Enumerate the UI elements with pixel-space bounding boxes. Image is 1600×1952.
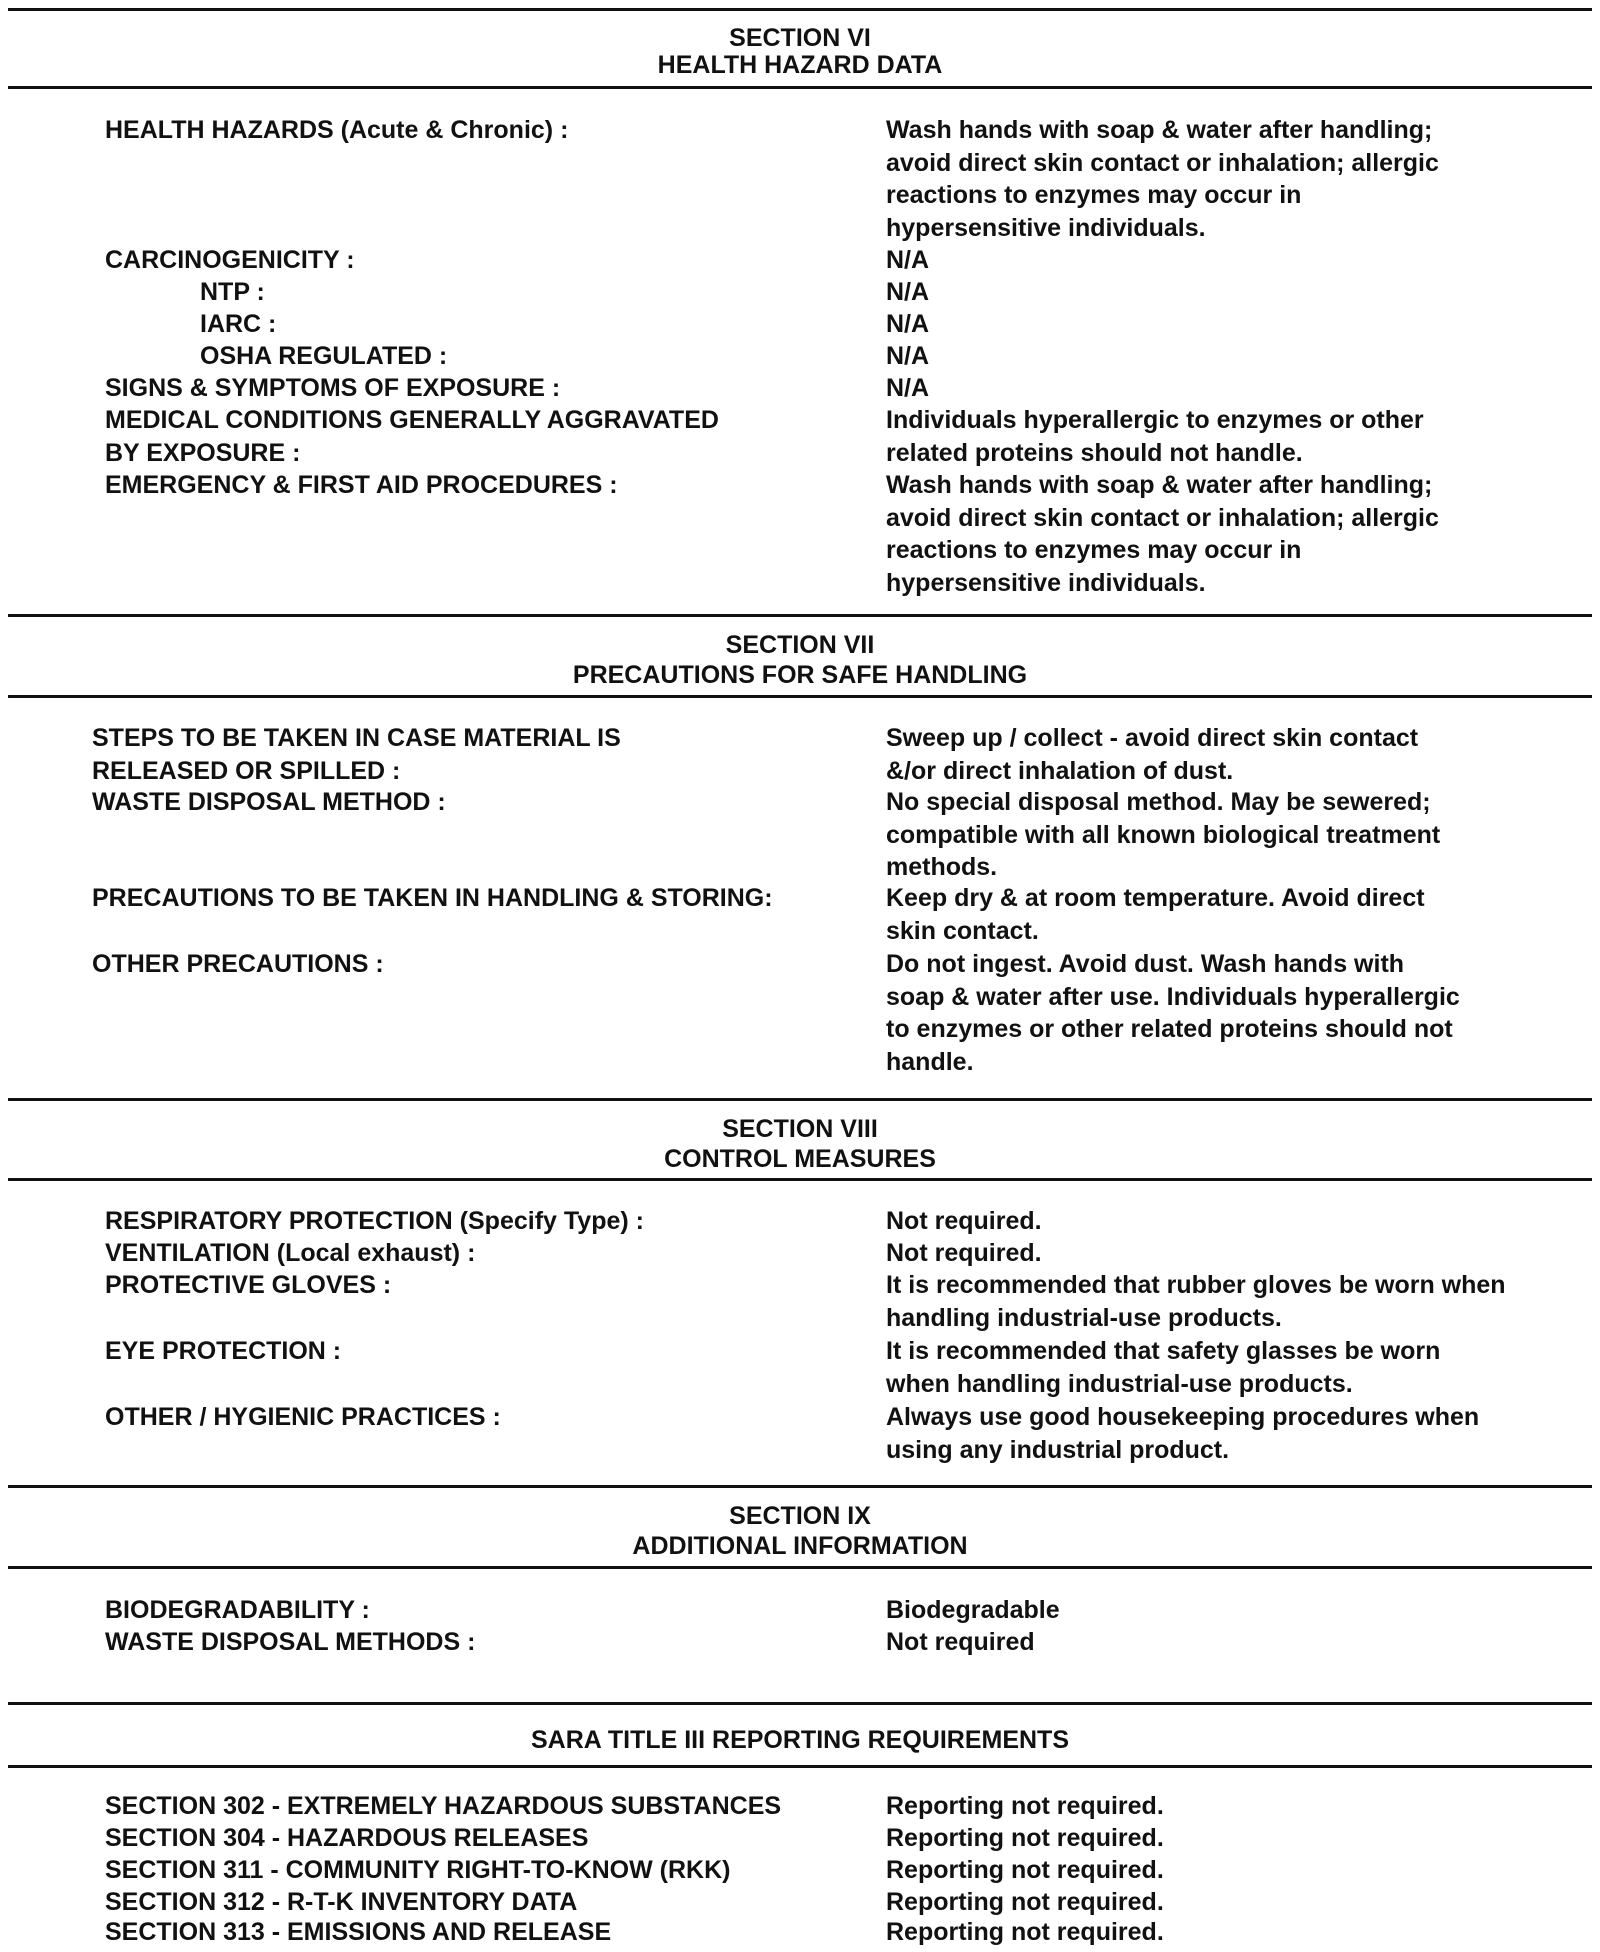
section-rule — [8, 1702, 1592, 1705]
field-label: STEPS TO BE TAKEN IN CASE MATERIAL IS RELEASED OR SPILLED : — [92, 724, 621, 785]
field-label: OTHER PRECAUTIONS : — [92, 950, 384, 978]
field-value: Always use good housekeeping procedures when using any industrial product. — [886, 1403, 1480, 1464]
section-subtitle: HEALTH HAZARD DATA — [657, 51, 943, 79]
field-label: RESPIRATORY PROTECTION (Specify Type) : — [105, 1207, 644, 1235]
field-value: Reporting not required. — [886, 1856, 1164, 1884]
field-value: Reporting not required. — [886, 1824, 1164, 1852]
field-value: It is recommended that rubber gloves be worn when handling industrial-use products. — [886, 1271, 1506, 1332]
field-value: Biodegradable — [886, 1596, 1060, 1624]
field-label: MEDICAL CONDITIONS GENERALLY AGGRAVATED BY EXPOSURE : — [105, 406, 719, 467]
field-value: Wash hands with soap & water after handling; avoid direct skin contact or inhalation; allergic reactions to enzymes may occur in hypersensitive individuals. — [886, 471, 1439, 597]
field-value: Not required. — [886, 1207, 1042, 1235]
field-label: EMERGENCY & FIRST AID PROCEDURES : — [105, 471, 618, 499]
section-title: SECTION VII — [725, 631, 875, 659]
field-label: CARCINOGENICITY : — [105, 246, 355, 274]
field-value: Wash hands with soap & water after handling; avoid direct skin contact or inhalation; allergic reactions to enzymes may occur in hypersensitive individuals. — [886, 116, 1439, 242]
field-value: N/A — [886, 342, 930, 370]
field-value: N/A — [886, 374, 930, 402]
section-rule — [8, 1485, 1592, 1488]
section-rule — [8, 695, 1592, 698]
field-value: It is recommended that safety glasses be worn when handling industrial-use products. — [886, 1337, 1441, 1398]
field-value: N/A — [886, 246, 930, 274]
field-value: Sweep up / collect - avoid direct skin contact &/or direct inhalation of dust. — [886, 724, 1419, 785]
field-label: BIODEGRADABILITY : — [105, 1596, 370, 1624]
section-title: SECTION VIII — [722, 1115, 878, 1143]
section-rule — [8, 1566, 1592, 1569]
section-rule — [8, 614, 1592, 617]
field-label: OSHA REGULATED : — [200, 342, 448, 370]
field-value: N/A — [886, 278, 930, 306]
field-label: SECTION 304 - HAZARDOUS RELEASES — [105, 1824, 589, 1852]
field-value: Individuals hyperallergic to enzymes or other related proteins should not handle. — [886, 406, 1424, 467]
field-label: WASTE DISPOSAL METHOD : — [92, 788, 446, 816]
section-rule — [8, 86, 1592, 89]
field-value: Keep dry & at room temperature. Avoid direct skin contact. — [886, 884, 1425, 945]
field-label: HEALTH HAZARDS (Acute & Chronic) : — [105, 116, 569, 144]
section-title: SARA TITLE III REPORTING REQUIREMENTS — [531, 1726, 1069, 1754]
section-subtitle: ADDITIONAL INFORMATION — [632, 1532, 968, 1560]
section-rule — [8, 1098, 1592, 1101]
section-rule — [8, 1765, 1592, 1768]
section-title: SECTION VI — [729, 24, 871, 52]
field-label: SECTION 311 - COMMUNITY RIGHT-TO-KNOW (RKK) — [105, 1856, 731, 1884]
field-label: WASTE DISPOSAL METHODS : — [105, 1628, 476, 1656]
field-label: PROTECTIVE GLOVES : — [105, 1271, 392, 1299]
field-label: NTP : — [200, 278, 265, 306]
field-value: Not required. — [886, 1239, 1042, 1267]
section-title: SECTION IX — [729, 1502, 871, 1530]
field-value: No special disposal method. May be sewered; compatible with all known biological treatment methods. — [886, 788, 1441, 881]
field-value: N/A — [886, 310, 930, 338]
section-subtitle: CONTROL MEASURES — [664, 1145, 936, 1173]
field-value: Not required — [886, 1628, 1035, 1656]
field-value: Do not ingest. Avoid dust. Wash hands with soap & water after use. Individuals hyperallergic to enzymes or other related proteins should not handle. — [886, 950, 1460, 1076]
field-value: Reporting not required. — [886, 1792, 1164, 1820]
field-label: IARC : — [200, 310, 277, 338]
field-label: EYE PROTECTION : — [105, 1337, 342, 1365]
field-label: SECTION 302 - EXTREMELY HAZARDOUS SUBSTANCES — [105, 1792, 782, 1820]
field-value: Reporting not required. — [886, 1918, 1164, 1946]
section-rule — [8, 1178, 1592, 1181]
field-label: VENTILATION (Local exhaust) : — [105, 1239, 476, 1267]
field-value: Reporting not required. — [886, 1888, 1164, 1916]
field-label: SIGNS & SYMPTOMS OF EXPOSURE : — [105, 374, 561, 402]
field-label: SECTION 313 - EMISSIONS AND RELEASE — [105, 1918, 612, 1946]
field-label: PRECAUTIONS TO BE TAKEN IN HANDLING & STORING: — [92, 884, 773, 912]
section-rule — [8, 8, 1592, 11]
field-label: OTHER / HYGIENIC PRACTICES : — [105, 1403, 501, 1431]
field-label: SECTION 312 - R-T-K INVENTORY DATA — [105, 1888, 578, 1916]
section-subtitle: PRECAUTIONS FOR SAFE HANDLING — [572, 661, 1028, 689]
